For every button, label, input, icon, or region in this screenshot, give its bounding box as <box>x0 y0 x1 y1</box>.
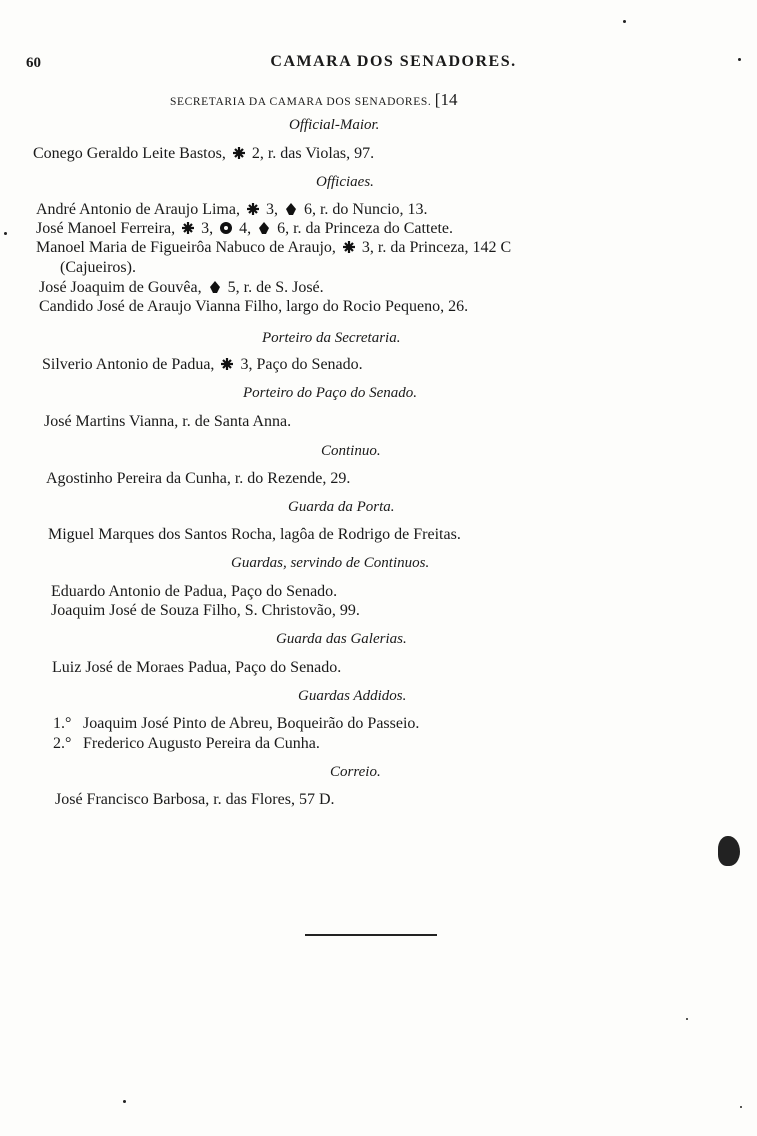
entry-text: Frederico Augusto Pereira da Cunha. <box>83 735 320 752</box>
entry-jose-joaquim <box>39 279 324 297</box>
speck <box>4 232 7 235</box>
entry-conego <box>33 145 374 163</box>
cross-order-icon <box>342 240 356 254</box>
section-header-text: SECRETARIA DA CAMARA DOS SENADORES. <box>170 96 432 108</box>
speck <box>123 1100 126 1103</box>
page-title: CAMARA DOS SENADORES. <box>270 53 517 70</box>
ordinal: 2.° <box>53 735 72 752</box>
entry-miguel: Miguel Marques dos Santos Rocha, lagôa de Rodrigo de Freitas. <box>48 526 461 543</box>
entry-text: 6, r. do Nuncio, 13. <box>303 201 428 218</box>
speck <box>740 1106 742 1108</box>
heading-guardas-addidos: Guardas Addidos. <box>298 688 407 704</box>
entry-text: José Joaquim de Gouvêa, <box>39 279 202 296</box>
heading-continuo: Continuo. <box>321 443 381 459</box>
entry-text: 5, r. de S. José. <box>227 279 324 296</box>
speck <box>738 58 741 61</box>
entry-agostinho: Agostinho Pereira da Cunha, r. do Rezende, 29. <box>46 470 351 487</box>
heading-guardas-continuos: Guardas, servindo de Continuos. <box>231 555 430 571</box>
entry-text: Joaquim José Pinto de Abreu, Boqueirão do Passeio. <box>83 715 420 732</box>
entry-text: Conego Geraldo Leite Bastos, <box>33 145 226 162</box>
rose-order-icon <box>257 221 271 235</box>
ink-blot <box>718 836 740 866</box>
entry-text: 4, <box>239 220 252 237</box>
heading-officiaes: Officiaes. <box>316 174 374 190</box>
entry-text: André Antonio de Araujo Lima, <box>36 201 240 218</box>
entry-jose-manoel <box>36 220 453 238</box>
heading-official-maior: Official-Maior. <box>289 117 380 133</box>
entry-text: 6, r. da Princeza do Cattete. <box>277 220 453 237</box>
entry-joaquim-souza: Joaquim José de Souza Filho, S. Christovão, 99. <box>51 602 360 619</box>
entry-text: 2, r. das Violas, 97. <box>251 145 375 162</box>
entry-text: 3, <box>201 220 214 237</box>
cross-order-icon <box>232 146 246 160</box>
page-number: 60 <box>26 55 41 71</box>
wheel-order-icon <box>219 221 233 235</box>
entry-manoel-maria-cont: (Cajueiros). <box>60 259 136 276</box>
entry-jose-francisco: José Francisco Barbosa, r. das Flores, 57 D. <box>55 791 335 808</box>
heading-porteiro-secretaria: Porteiro da Secretaria. <box>262 330 401 346</box>
section-header <box>170 90 457 110</box>
section-number: [14 <box>434 90 458 109</box>
rose-order-icon <box>208 280 222 294</box>
entry-andre <box>36 201 428 219</box>
entry-eduardo: Eduardo Antonio de Padua, Paço do Senado. <box>51 583 338 600</box>
cross-order-icon <box>220 357 234 371</box>
heading-porteiro-paco: Porteiro do Paço do Senado. <box>243 385 418 401</box>
entry-candido: Candido José de Araujo Vianna Filho, largo do Rocio Pequeno, 26. <box>39 298 469 315</box>
heading-guarda-porta: Guarda da Porta. <box>288 499 395 515</box>
speck <box>623 20 626 23</box>
entry-text: 3, Paço do Senado. <box>240 356 363 373</box>
rose-order-icon <box>284 202 298 216</box>
entry-luiz: Luiz José de Moraes Padua, Paço do Senado. <box>52 659 342 676</box>
heading-guarda-galerias: Guarda das Galerias. <box>276 631 407 647</box>
entry-silverio <box>42 356 363 374</box>
ordinal: 1.° <box>53 715 72 732</box>
entry-manoel-maria <box>36 239 511 257</box>
entry-text: Silverio Antonio de Padua, <box>42 356 215 373</box>
cross-order-icon <box>181 221 195 235</box>
heading-correio: Correio. <box>330 764 381 780</box>
entry-jose-martins: José Martins Vianna, r. de Santa Anna. <box>44 413 292 430</box>
cross-order-icon <box>246 202 260 216</box>
closing-rule <box>305 934 437 936</box>
entry-addido-2 <box>53 735 320 753</box>
entry-text: José Manoel Ferreira, <box>36 220 176 237</box>
entry-addido-1 <box>53 715 419 733</box>
entry-text: 3, <box>265 201 278 218</box>
entry-text: Manoel Maria de Figueirôa Nabuco de Araujo, <box>36 239 336 256</box>
speck <box>686 1018 688 1020</box>
entry-text: 3, r. da Princeza, 142 C <box>361 239 512 256</box>
